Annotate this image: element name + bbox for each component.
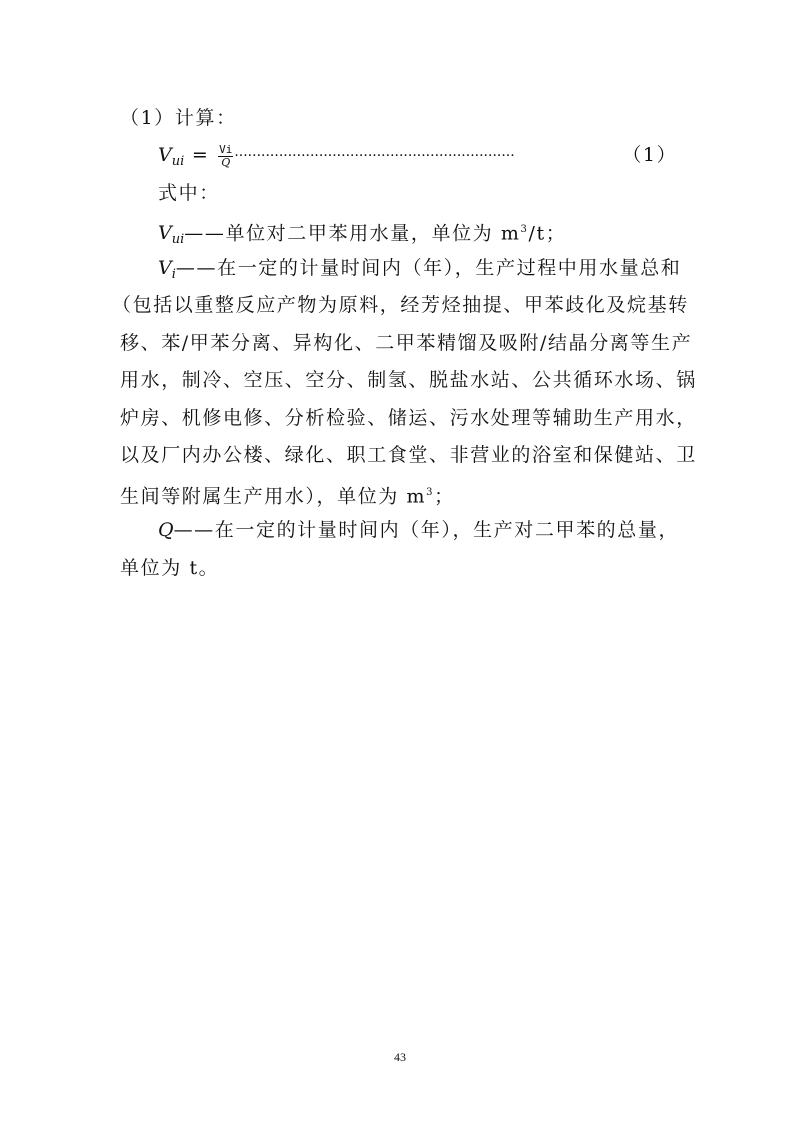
- def-vi-line: 以及厂内办公楼、绿化、职工食堂、非营业的浴室和保健站、卫: [120, 444, 697, 466]
- formula-lhs: $V_{ui}$: [158, 144, 185, 169]
- def-vi-line: 移、苯/甲苯分离、异构化、二甲苯精馏及吸附/结晶分离等生产: [120, 332, 693, 354]
- equals-sign: =: [191, 144, 210, 166]
- def-q: Q——在一定的计量时间内（年），生产对二甲苯的总量，: [158, 519, 680, 541]
- page-number: 43: [394, 1050, 406, 1064]
- def-vi-line: 生间等附属生产用水），单位为 $m^3$；: [120, 485, 455, 508]
- def-vi-line: （包括以重整反应产物为原料，经芳烃抽提、甲苯歧化及烷基转: [112, 294, 689, 316]
- def-q-line: 单位为 t。: [120, 557, 220, 579]
- def-vi-line: 用水，制冷、空压、空分、制氢、脱盐水站、公共循环水场、锅: [120, 369, 697, 391]
- def-vi-line: 炉房、机修电修、分析检验、储运、污水处理等辅助生产用水，: [120, 407, 697, 429]
- fraction: $\frac{Vi}{Q}$: [219, 142, 233, 169]
- heading: （1）计算：: [120, 107, 237, 129]
- where-label: 式中：: [158, 182, 220, 204]
- def-vi: $V_i——$在一定的计量时间内（年），生产过程中用水量总和: [158, 257, 682, 282]
- dot-leader: ·······························································: [234, 148, 515, 164]
- def-vui: $V_{ui}——$单位对二甲苯用水量，单位为 $m^3/t$；: [158, 222, 567, 248]
- equation-number: （1）: [622, 144, 678, 166]
- formula-1: [158, 143, 677, 174]
